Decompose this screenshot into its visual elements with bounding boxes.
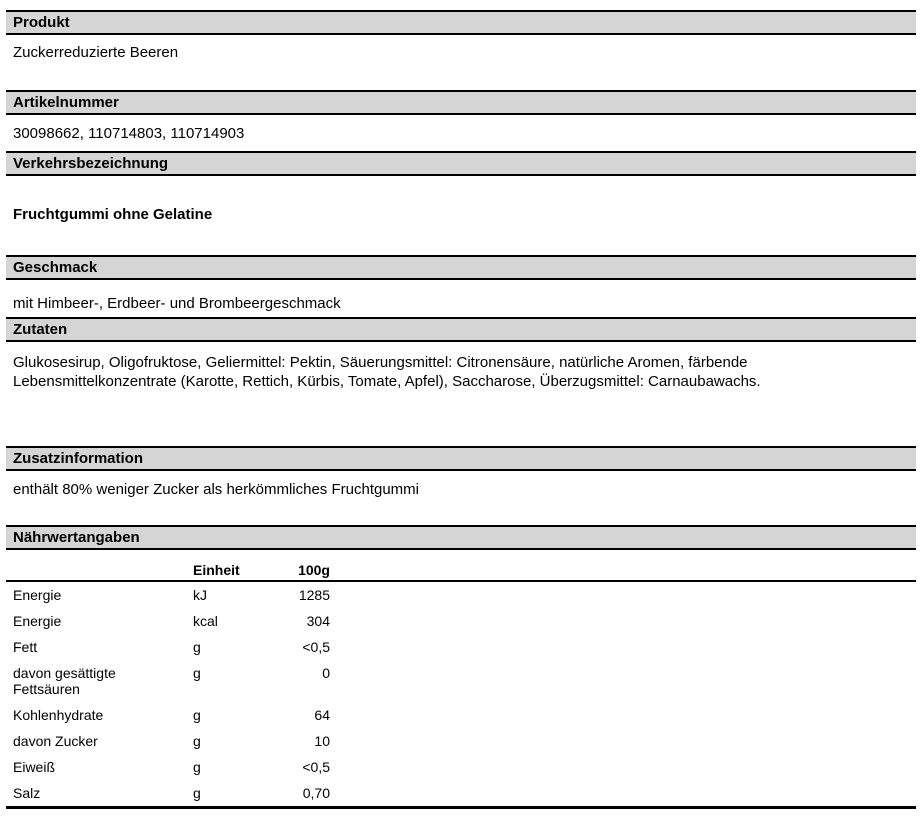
table-row-gesaettigte-fettsaeuren (6, 660, 916, 702)
section-heading-naehrwertangaben: Nährwertangaben (6, 525, 916, 550)
row-unit: g (193, 707, 201, 723)
row-label: davon gesättigte Fettsäuren (13, 665, 116, 697)
section-heading-zusatzinformation: Zusatzinformation (6, 446, 916, 471)
nutrition-header-empty (6, 550, 193, 581)
row-unit: g (193, 759, 201, 775)
row-unit: kJ (193, 587, 207, 603)
row-label: Eiweiß (13, 759, 56, 775)
row-label: davon Zucker (13, 733, 98, 749)
row-label: Fett (13, 639, 38, 655)
table-row-fett (6, 634, 916, 660)
row-value: 1285 (298, 587, 330, 603)
row-value: 64 (314, 707, 330, 723)
section-heading-artikelnummer: Artikelnummer (6, 90, 916, 115)
row-unit: kcal (193, 613, 218, 629)
row-label: Energie (13, 613, 62, 629)
ingredients-list: Glukosesirup, Oligofruktose, Geliermittel: Pektin, Säuerungsmittel: Citronensäure, natürliche Aromen, färbende Lebensmittelkonzentrate (Karotte, Rettich, Kürbis, Tomate, Apfel), Saccharose, Überzugsmittel: Carnaubawachs. (13, 354, 761, 390)
row-label: Salz (13, 785, 41, 801)
additional-info: enthält 80% weniger Zucker als herkömmliches Fruchtgummi (13, 481, 419, 498)
row-label: Energie (13, 587, 62, 603)
row-unit: g (193, 665, 201, 681)
row-value: 0 (322, 665, 330, 681)
row-value: <0,5 (302, 639, 330, 655)
row-value: 0,70 (250, 780, 336, 808)
section-heading-verkehrsbezeichnung: Verkehrsbezeichnung (6, 151, 916, 176)
product-name: Zuckerreduzierte Beeren (13, 44, 179, 61)
table-row-energie-kcal (6, 608, 916, 634)
nutrition-header-row (6, 550, 916, 581)
row-unit: g (193, 780, 250, 808)
nutrition-header-unit: Einheit (193, 550, 250, 581)
table-row-eiweiss (6, 754, 916, 780)
section-heading-produkt: Produkt (6, 10, 916, 35)
row-unit: g (193, 639, 201, 655)
table-row-kohlenhydrate (6, 702, 916, 728)
flavor-description: mit Himbeer-, Erdbeer- und Brombeergeschmack (13, 295, 341, 312)
section-heading-geschmack: Geschmack (6, 255, 916, 280)
row-value: 10 (314, 733, 330, 749)
row-value: <0,5 (302, 759, 330, 775)
nutrition-table (6, 550, 916, 809)
nutrition-header-amount: 100g (250, 550, 336, 581)
article-numbers: 30098662, 110714803, 110714903 (13, 125, 245, 142)
trade-description: Fruchtgummi ohne Gelatine (13, 206, 213, 223)
table-row-energie-kj (6, 581, 916, 608)
row-unit: g (193, 733, 201, 749)
table-row-salz (6, 780, 916, 808)
row-label: Kohlenhydrate (13, 707, 104, 723)
row-value: 304 (306, 613, 330, 629)
section-heading-zutaten: Zutaten (6, 317, 916, 342)
table-row-davon-zucker (6, 728, 916, 754)
